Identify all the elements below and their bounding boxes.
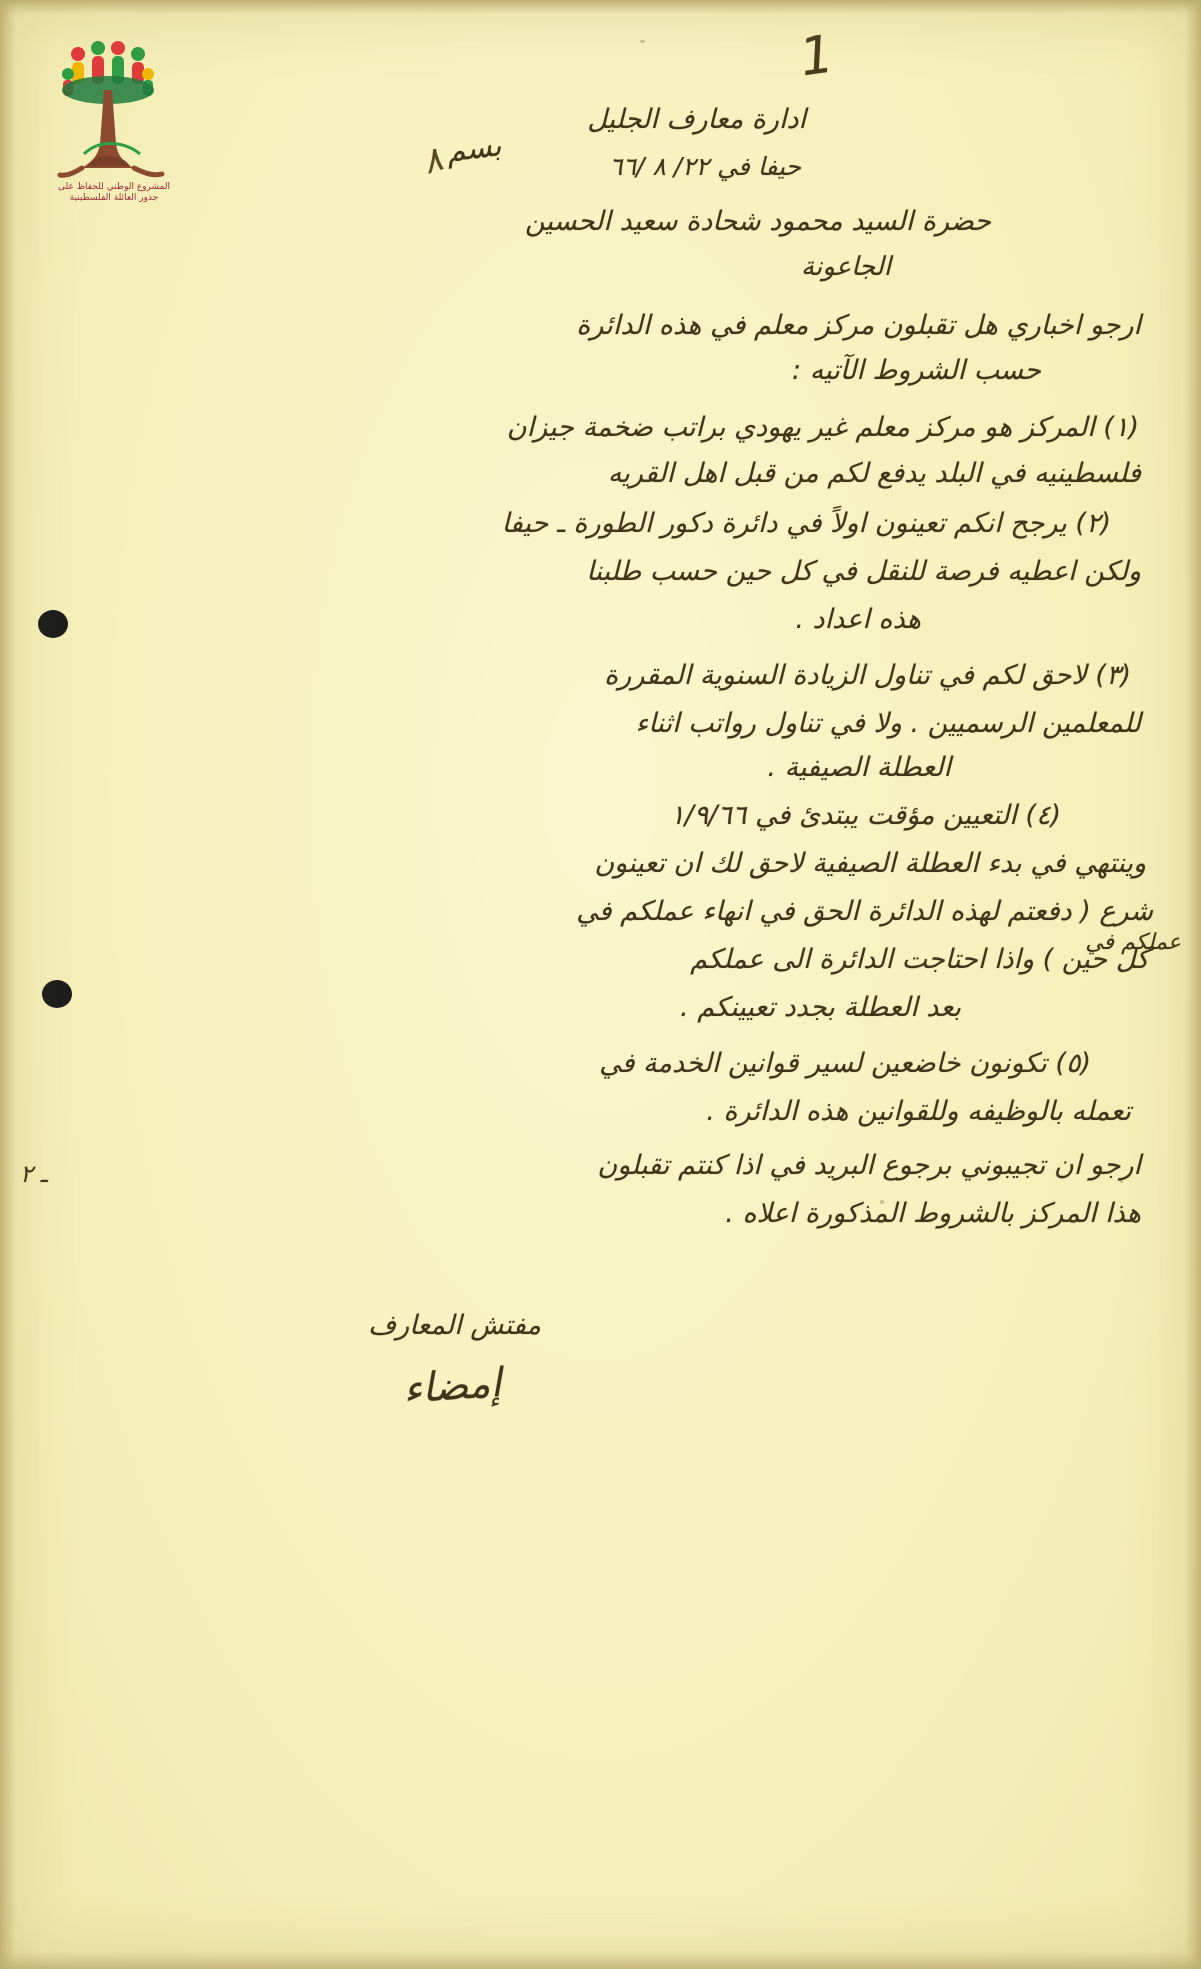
body-line-18: ارجو ان تجيبوني برجوع البريد في اذا كنتم تقبلون <box>597 1150 1141 1181</box>
body-line-5: (٢) يرجح انكم تعينون اولاً في دائرة دكور الطورة ـ حيفا <box>501 508 1111 539</box>
body-line-14: كل حين ) واذا احتاجت الدائرة الى عملكم <box>690 944 1149 975</box>
paper-edge-left <box>0 0 16 1969</box>
body-line-15: بعد العطلة بجدد تعيينكم . <box>680 992 961 1023</box>
ink-blot-lower <box>42 980 72 1008</box>
body-line-6: ولكن اعطيه فرصة للنقل في كل حين حسب طلبنا <box>586 556 1141 587</box>
ink-blot-upper <box>38 610 68 638</box>
logo-caption-line1: المشروع الوطني للحفاظ على <box>57 182 170 192</box>
logo-caption <box>54 182 174 204</box>
logo-caption-line2: جذور العائلة الفلسطينية <box>69 193 159 203</box>
body-line-19: هذا المركز بالشروط المذكورة اعلاه . <box>725 1198 1141 1229</box>
bismillah-invocation: بسم <box>444 128 504 170</box>
tree-with-people-icon <box>48 34 178 184</box>
body-line-12: وينتهي في بدء العطلة الصيفية لاحق لك ان تعينون <box>594 848 1146 879</box>
paper-speck <box>640 40 645 43</box>
body-line-3: (١) المركز هو مركز معلم غير يهودي براتب ضخمة جيزان <box>506 412 1139 443</box>
paper-speck <box>880 1200 884 1204</box>
signature-title: مفتش المعارف <box>368 1310 541 1341</box>
body-line-1: ارجو اخباري هل تقبلون مركز معلم في هذه الدائرة <box>576 310 1141 341</box>
body-line-10: العطلة الصيفية . <box>767 752 951 783</box>
body-line-8: (٣) لاحق لكم في تناول الزيادة السنوية المقررة <box>604 660 1131 691</box>
body-line-11: (٤) التعيين مؤقت يبتدئ في ١/٩/٦٦ <box>670 800 1061 831</box>
salutation-line-1: حضرة السيد محمود شحادة سعيد الحسين <box>524 206 991 237</box>
paper-edge-top <box>0 0 1201 14</box>
body-line-2: حسب الشروط الآتيه : <box>792 355 1041 386</box>
stamp-mark: ٨ <box>417 138 448 183</box>
margin-note-left-lower: عملكم في <box>1085 930 1181 955</box>
letterhead-line-1: ادارة معارف الجليل <box>587 104 806 135</box>
organization-logo <box>48 34 178 209</box>
body-line-4: فلسطينيه في البلد يدفع لكم من قبل اهل القريه <box>607 458 1141 489</box>
paper-edge-right <box>1185 0 1201 1969</box>
paper-edge-bottom <box>0 1951 1201 1969</box>
paper-speck <box>1120 1180 1123 1183</box>
page-number: 1 <box>796 24 838 89</box>
signature-mark: إمضاء <box>401 1360 503 1413</box>
salutation-line-2: الجاعونة <box>801 252 891 282</box>
body-line-9: للمعلمين الرسميين . ولا في تناول رواتب اثناء <box>635 708 1141 739</box>
body-line-16: (٥) تكونون خاضعين لسير قوانين الخدمة في <box>599 1048 1091 1079</box>
body-line-17: تعمله بالوظيفه وللقوانين هذه الدائرة . <box>706 1096 1131 1127</box>
body-line-13: شرع ( دفعتم لهذه الدائرة الحق في انهاء عملكم في <box>576 896 1153 927</box>
margin-mark-right: ـ ٢ <box>20 1160 48 1188</box>
letterhead-line-2: حيفا في ٢٢/ ٨ /٦٦ <box>609 152 801 181</box>
body-line-7: هذه اعداد . <box>795 604 921 635</box>
